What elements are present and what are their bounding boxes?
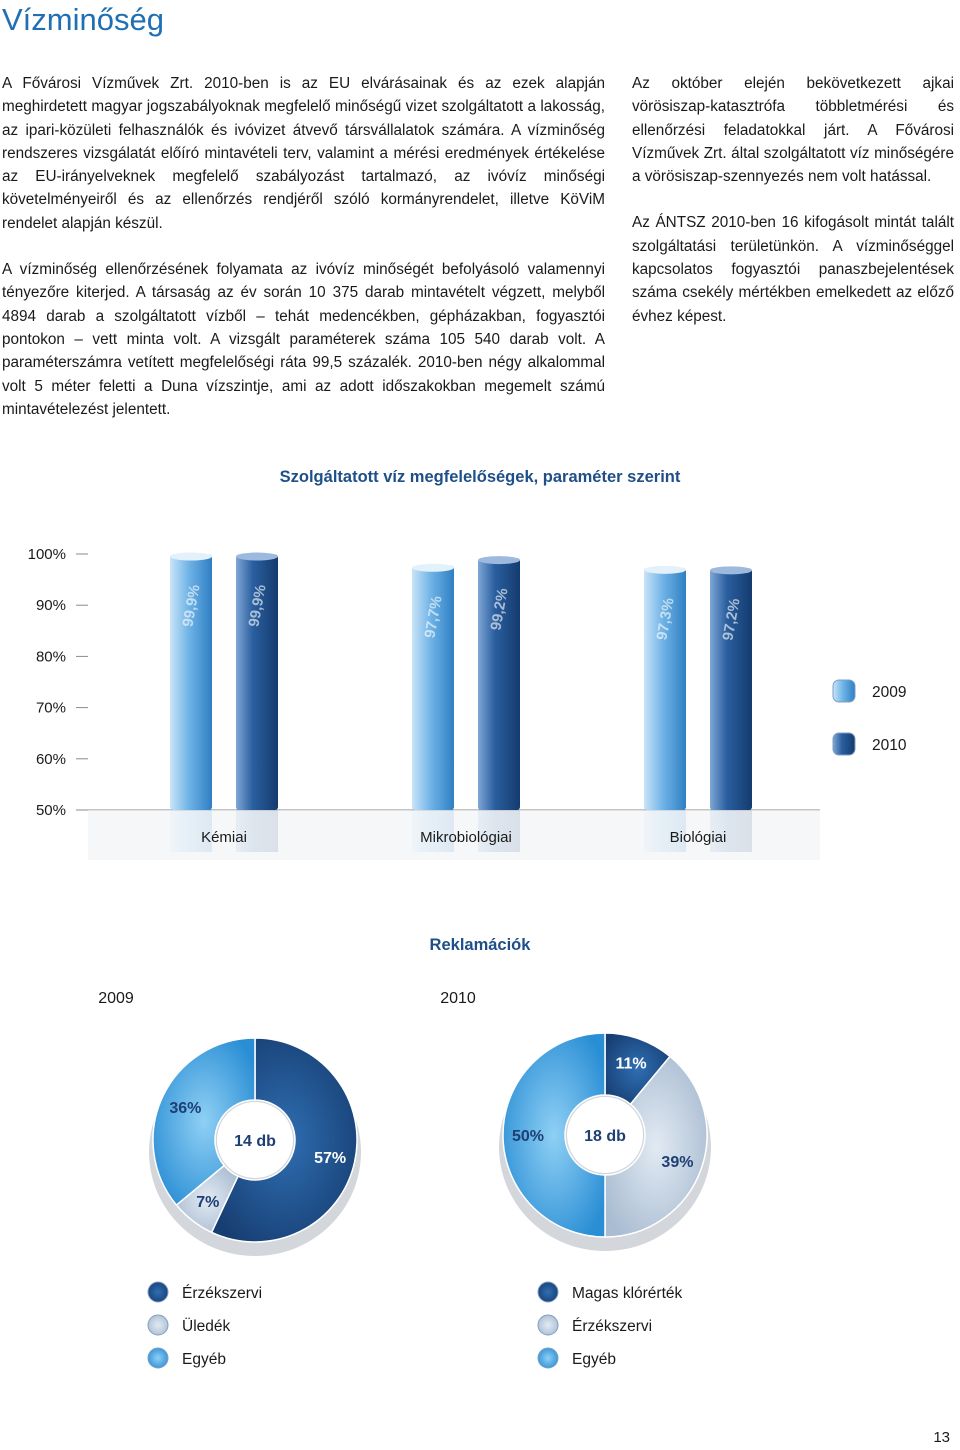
- bar-cap: [236, 553, 278, 561]
- y-tick-label: 80%: [35, 648, 66, 666]
- bar-chart-title: Szolgáltatott víz megfelelőségek, paraméter szerint: [279, 468, 681, 486]
- pie-legend-label: Üledék: [182, 1318, 231, 1335]
- legend-swatch-2010: [833, 733, 855, 755]
- pie-legend-swatch: [148, 1282, 168, 1302]
- pie-slice-label: 39%: [661, 1154, 694, 1172]
- pie-legend-swatch: [538, 1315, 558, 1335]
- pie-legend-label: Érzékszervi: [182, 1285, 263, 1302]
- bar-cap: [644, 566, 686, 574]
- bar-value-label: 97,7%: [421, 594, 446, 640]
- legend-label-2010: 2010: [872, 737, 907, 754]
- pie-center-label: 18 db: [584, 1128, 626, 1145]
- pie-legend-label: Egyéb: [182, 1351, 226, 1368]
- red-sludge-paragraph: Az október elején bekövetkezett ajkai vörösiszap-katasztrófa többletmérési és ellenőrzési feladatokkal járt. A Fővárosi Vízművek Zrt. által szolgáltatott víz minőségére a vörösiszap-szennyezés nem volt hatással.: [632, 75, 954, 186]
- pie-legend-swatch: [538, 1282, 558, 1302]
- bar-cap: [478, 556, 520, 564]
- bar-value-label: 99,2%: [487, 586, 512, 632]
- pie-slice-label: 57%: [314, 1149, 347, 1167]
- y-tick-label: 100%: [27, 546, 66, 563]
- pie-chart-title: Reklamációk: [429, 936, 531, 954]
- bar-value-label: 99,9%: [179, 583, 204, 629]
- bar-value-label: 99,9%: [245, 583, 270, 629]
- bar-marks: [170, 553, 752, 852]
- bar-value-label: 97,2%: [719, 597, 744, 642]
- pie-legend-swatch: [538, 1348, 558, 1368]
- pie-legend-label: Egyéb: [572, 1351, 616, 1368]
- antsz-paragraph: Az ÁNTSZ 2010-ben 16 kifogásolt mintát talált szolgáltatási területünkön. A vízminőséggel kapcsolatos fogyasztói panaszbejelentések száma csekély mértékben emelkedett az előző évhez képest.: [632, 214, 954, 325]
- x-category-label: Mikrobiológiai: [420, 829, 512, 846]
- intro-paragraph: A Fővárosi Vízművek Zrt. 2010-ben is az EU elvárásainak és az ezek alapján meghirdetett magyar jogszabályoknak megfelelő minőségű vizet szolgáltatott a lakosság, az ipari-közületi felhasználók és ivóvizet átvevő társvállalatok számára. A vízminőség rendszeres vizsgálatát előíró mintavételi terv, valamint a mérési eredmények értékelése az EU-irányelveknek megfelelő szabályozást tartalmazó, az ivóvíz minőségi követelményeiről és az ellenőrzés rendjéről szóló kormányrendelet, illetve KöViM rendelet alapján készül.: [2, 75, 605, 232]
- page-title: Vízminőség: [2, 2, 164, 37]
- pie-slice-label: 11%: [615, 1055, 647, 1073]
- pie-legend-swatch: [148, 1315, 168, 1335]
- pie-year-label: 2009: [98, 990, 134, 1007]
- right-text-column: [632, 72, 954, 351]
- x-category-label: Biológiai: [669, 829, 727, 846]
- pie-marks: [98, 990, 711, 1368]
- bar-chart: [0, 520, 960, 880]
- y-tick-label: 70%: [35, 699, 66, 717]
- y-tick-label: 50%: [35, 802, 66, 819]
- bar-cap: [170, 553, 212, 561]
- quality-control-paragraph: A vízminőség ellenőrzésének folyamata az ivóvíz minőségét befolyásoló valamennyi tényezőre kiterjed. A társaság az év során 10 375 darab mintavételt végzett, melyből 4894 darab a szolgáltatott vízből – tehát medencékben, gépházakban, fogyasztói pontokon – vett minta volt. A vizsgált paraméterek száma 105 540 darab volt. A paraméterszámra vetített megfelelőségi ráta 99,5 százalék. 2010-ben négy alkalommal volt 5 méter feletti a Duna vízszintje, ami az adott időszakokban megemelt számú mintavételezést jelentett.: [2, 261, 605, 418]
- pie-slice-label: 7%: [196, 1193, 220, 1211]
- page-number: 13: [933, 1429, 950, 1446]
- pie-center-label: 14 db: [234, 1133, 276, 1150]
- pie-charts: [0, 975, 960, 1395]
- pie-legend-label: Magas klórérték: [572, 1285, 683, 1302]
- pie-slice-label: 50%: [511, 1128, 545, 1145]
- bar-value-label: 97,3%: [653, 596, 678, 642]
- x-category-label: Kémiai: [201, 829, 247, 846]
- pie-slice-label: 36%: [169, 1100, 202, 1118]
- left-text-column: [2, 72, 605, 444]
- legend-label-2009: 2009: [872, 684, 907, 701]
- bar-cap: [710, 566, 752, 574]
- bar-legend: [833, 680, 907, 755]
- y-tick-label: 60%: [35, 750, 66, 768]
- pie-legend-label: Érzékszervi: [572, 1318, 653, 1335]
- bar-cap: [412, 564, 454, 572]
- legend-swatch-2009: [833, 680, 855, 702]
- pie-year-label: 2010: [440, 990, 476, 1007]
- pie-legend-swatch: [148, 1348, 168, 1368]
- y-tick-label: 90%: [35, 597, 66, 615]
